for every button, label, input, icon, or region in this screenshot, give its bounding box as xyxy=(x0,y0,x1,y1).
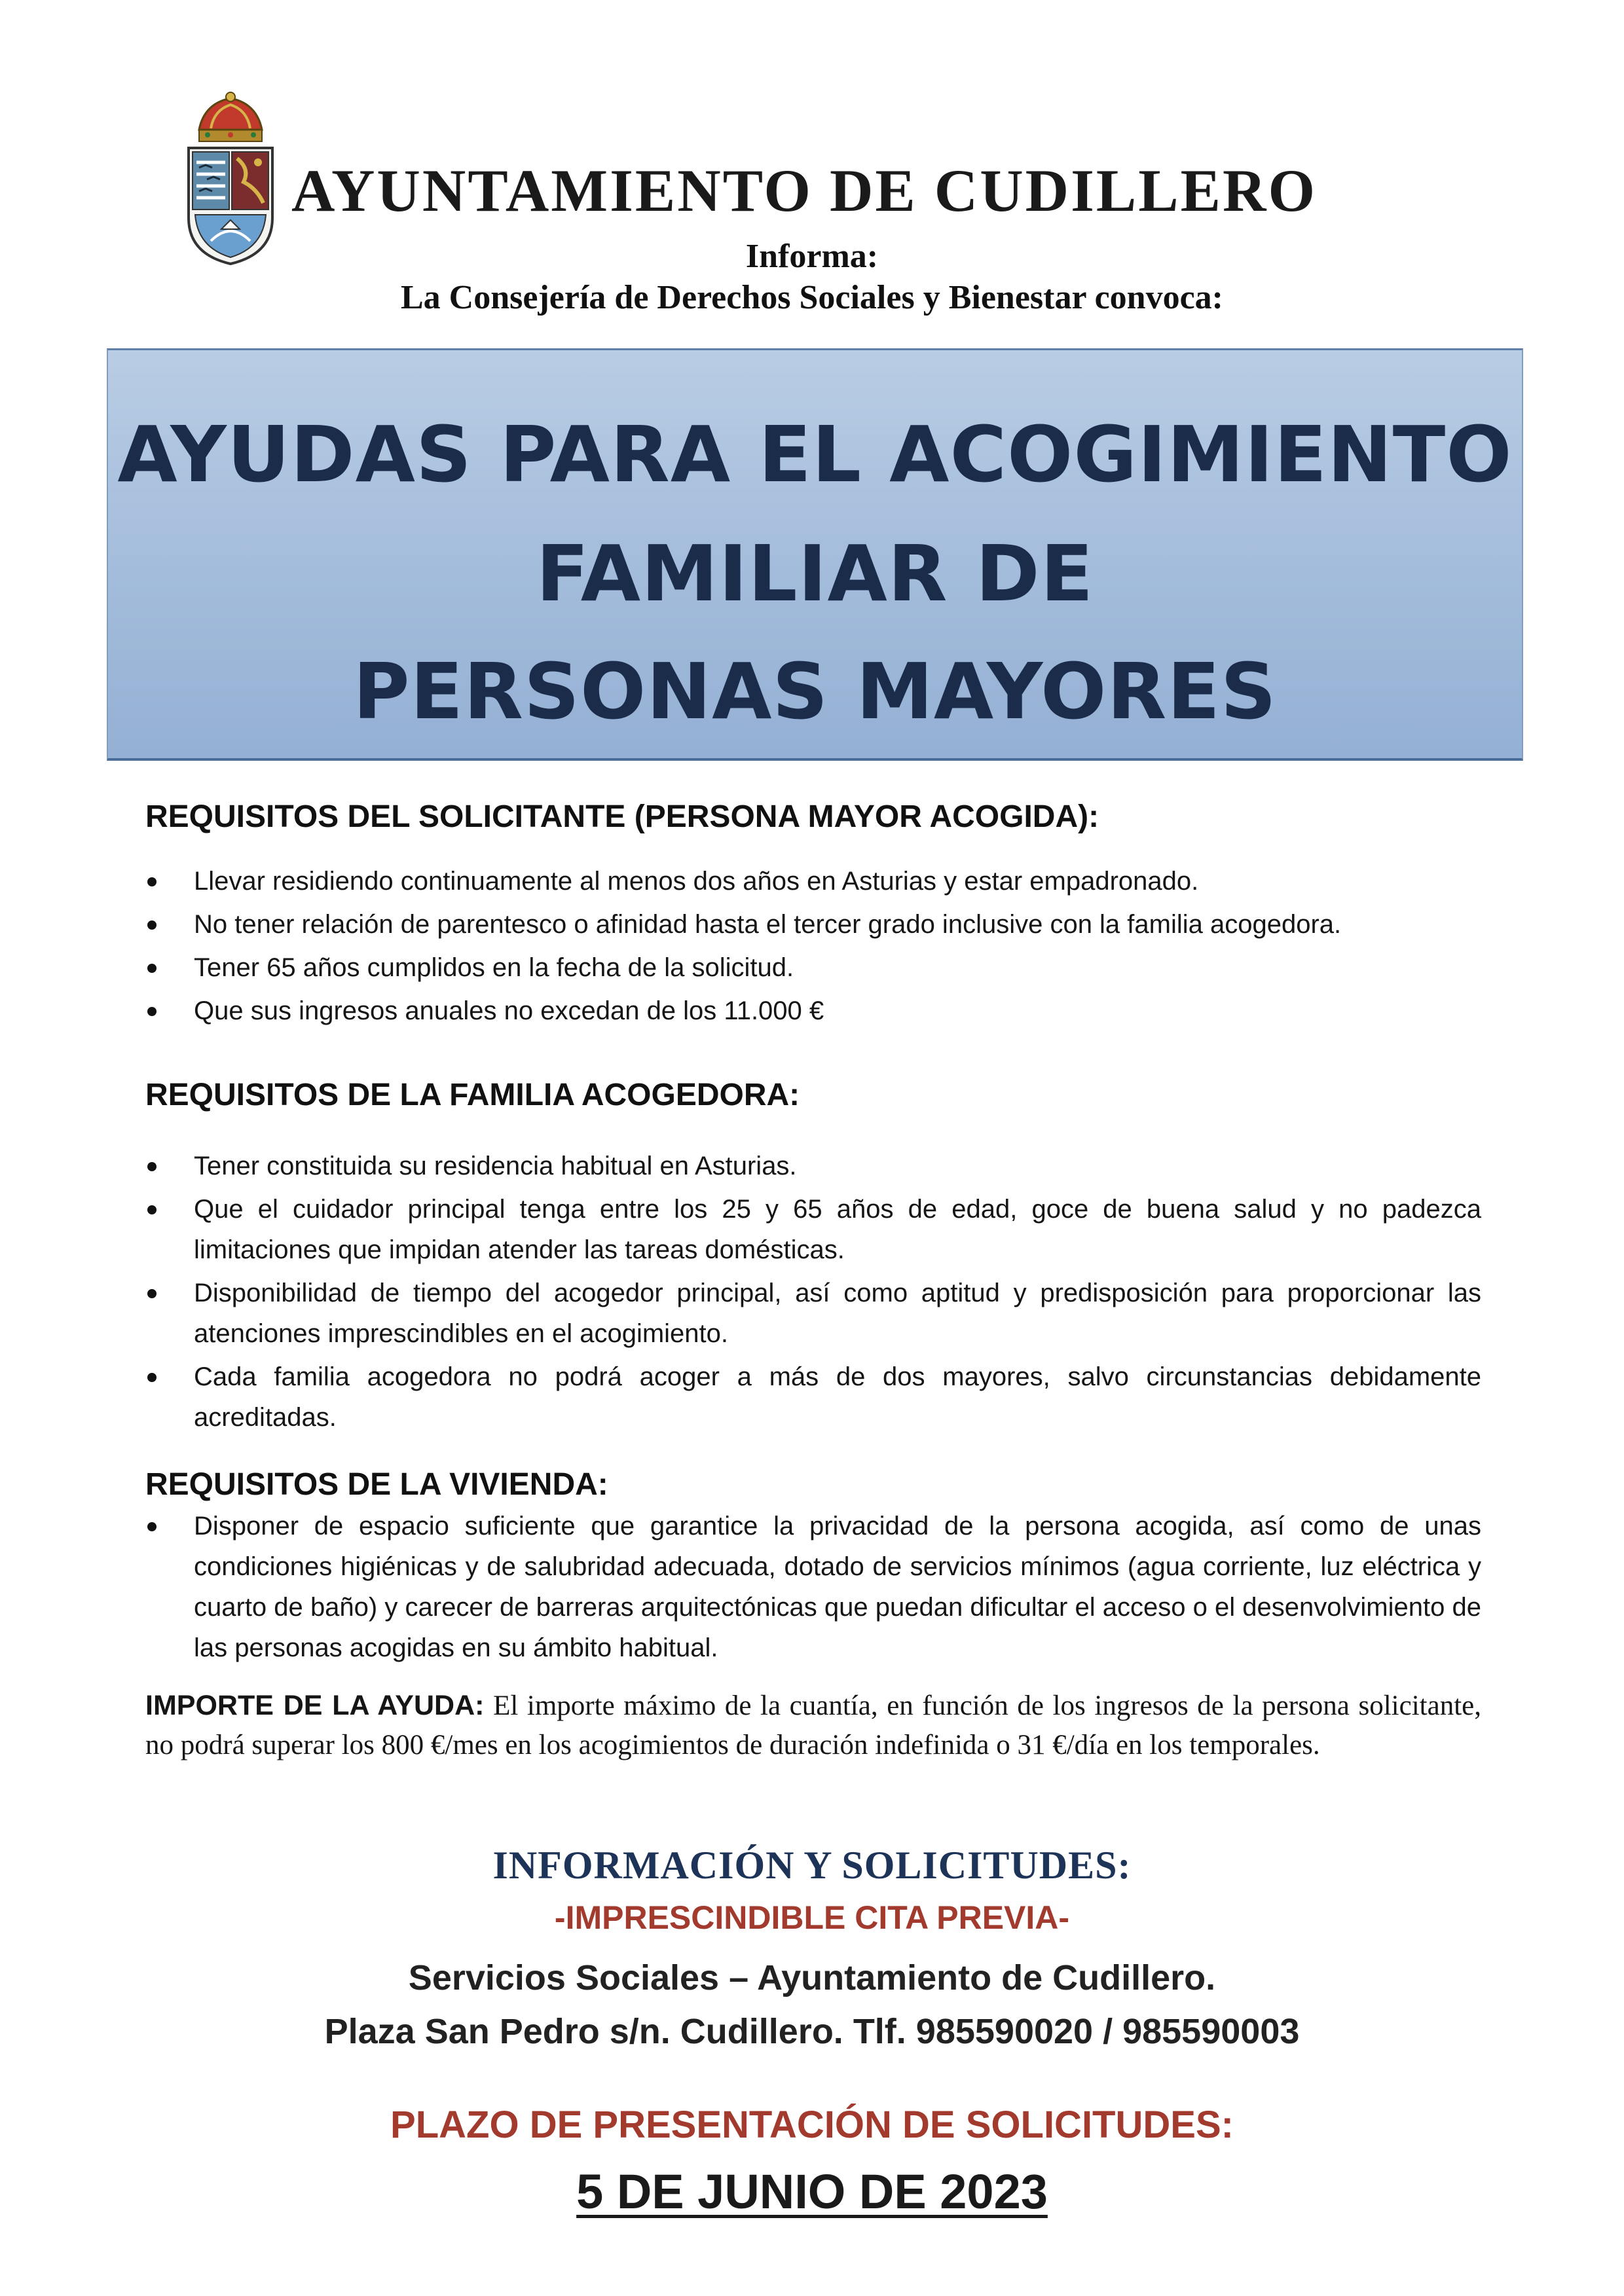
organization-title: AYUNTAMIENTO DE CUDILLERO xyxy=(291,157,1318,224)
plazo-heading: PLAZO DE PRESENTACIÓN DE SOLICITUDES: xyxy=(390,2104,1234,2146)
list-item: Que sus ingresos anuales no excedan de los 11.000 € xyxy=(145,991,1481,1031)
list-item: Disponibilidad de tiempo del acogedor principal, así como aptitud y predisposición para proporcionar las atenciones imprescindibles en el acogimiento. xyxy=(145,1273,1481,1354)
list-item: No tener relación de parentesco o afinidad hasta el tercer grado inclusive con la familia acogedora. xyxy=(145,904,1481,945)
solicitante-heading: REQUISITOS DEL SOLICITANTE (PERSONA MAYOR ACOGIDA): xyxy=(145,799,1099,834)
info-heading: INFORMACIÓN Y SOLICITUDES: xyxy=(492,1844,1132,1887)
informa-label: Informa: xyxy=(745,238,879,275)
cita-previa-notice: -IMPRESCINDIBLE CITA PREVIA- xyxy=(554,1899,1070,1936)
solicitante-list xyxy=(145,861,1481,1031)
bullet-icon xyxy=(147,920,157,930)
importe-paragraph xyxy=(145,1686,1481,1765)
importe-text: El importe máximo de la cuantía, en función de los ingresos de la persona solicitante, no podrá superar los 800 €/mes en los acogimientos de duración indefinida o 31 €/día en los temporales. xyxy=(145,1690,1481,1760)
banner-title-line-3: PERSONAS MAYORES xyxy=(353,646,1277,737)
familia-list xyxy=(145,1146,1481,1438)
list-item: Tener constituida su residencia habitual en Asturias. xyxy=(145,1146,1481,1186)
bullet-icon xyxy=(147,1007,157,1016)
bullet-icon xyxy=(147,1373,157,1382)
banner-title-line-1: AYUDAS PARA EL ACOGIMIENTO xyxy=(117,409,1513,500)
bullet-icon xyxy=(147,1522,157,1531)
importe-label: IMPORTE DE LA AYUDA: xyxy=(145,1690,485,1721)
list-item: Tener 65 años cumplidos en la fecha de la solicitud. xyxy=(145,947,1481,988)
list-item: Disponer de espacio suficiente que garantice la privacidad de la persona acogida, así como de unas condiciones higiénicas y de salubridad adecuada, dotado de servicios mínimos (agua corriente, luz eléctrica y cuarto de baño) y carecer de barreras arquitectónicas que puedan dificultar el acceso o el desenvolvimiento de las personas acogidas en su ámbito habitual. xyxy=(145,1506,1481,1668)
bullet-icon xyxy=(147,1205,157,1214)
bullet-icon xyxy=(147,877,157,886)
deadline-date: 5 DE JUNIO DE 2023 xyxy=(576,2164,1048,2219)
bullet-icon xyxy=(147,1289,157,1298)
list-item: Que el cuidador principal tenga entre los 25 y 65 años de edad, goce de buena salud y no padezca limitaciones que impidan atender las tareas domésticas. xyxy=(145,1189,1481,1270)
bullet-icon xyxy=(147,1162,157,1171)
convoca-subtitle: La Consejería de Derechos Sociales y Bienestar convoca: xyxy=(401,279,1223,316)
address-phone-line: Plaza San Pedro s/n. Cudillero. Tlf. 985590020 / 985590003 xyxy=(324,2012,1300,2051)
vivienda-list xyxy=(145,1506,1481,1668)
familia-heading: REQUISITOS DE LA FAMILIA ACOGEDORA: xyxy=(145,1078,800,1112)
title-banner xyxy=(107,348,1523,761)
servicios-sociales-line: Servicios Sociales – Ayuntamiento de Cudillero. xyxy=(408,1958,1216,1997)
list-item: Llevar residiendo continuamente al menos dos años en Asturias y estar empadronado. xyxy=(145,861,1481,902)
vivienda-heading: REQUISITOS DE LA VIVIENDA: xyxy=(145,1467,608,1502)
banner-title-line-2: FAMILIAR DE xyxy=(536,528,1094,619)
list-item: Cada familia acogedora no podrá acoger a más de dos mayores, salvo circunstancias debidamente acreditadas. xyxy=(145,1357,1481,1438)
bullet-icon xyxy=(147,964,157,973)
